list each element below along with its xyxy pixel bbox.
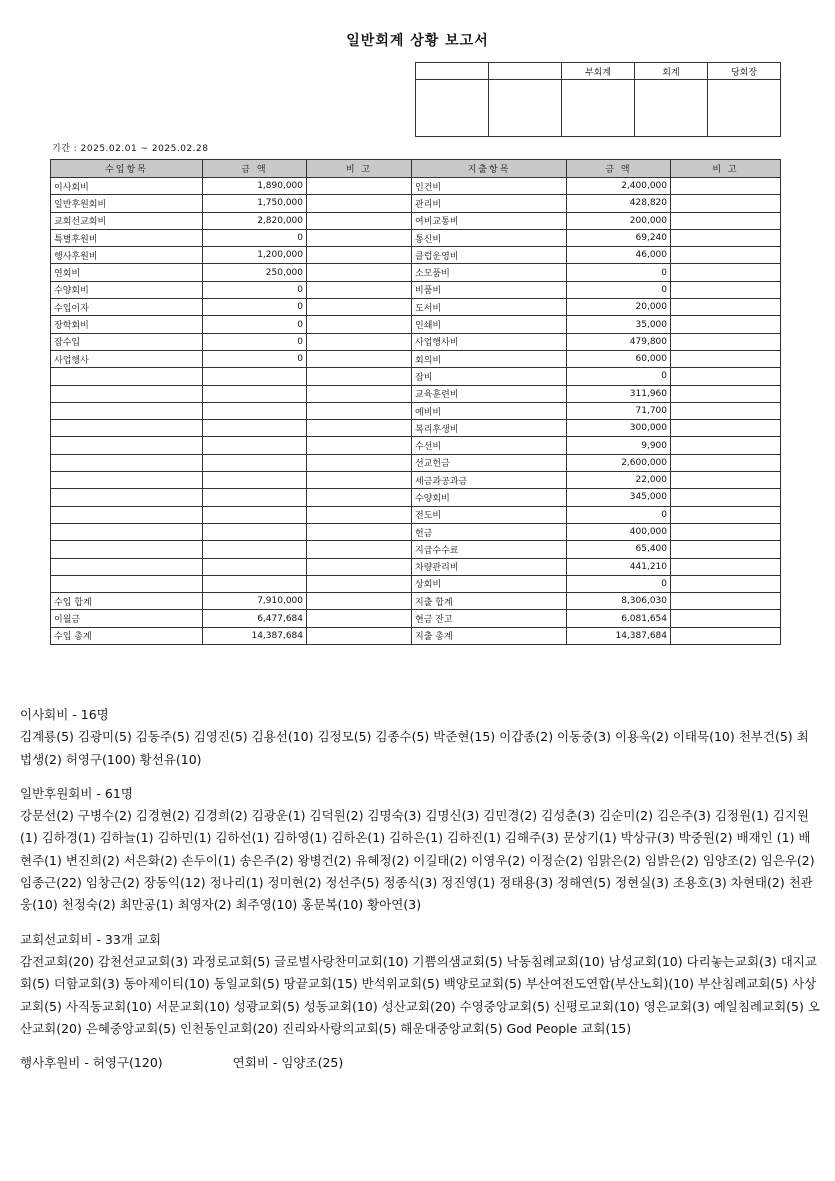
header-expense-item: 지출항목 [412, 160, 567, 178]
income-note [307, 333, 412, 350]
income-amount: 0 [203, 299, 307, 316]
total-expense-note [671, 610, 781, 627]
expense-note [671, 316, 781, 333]
board-dues-heading: 이사회비 - 16명 [20, 707, 109, 722]
ledger-row [51, 489, 781, 506]
expense-item: 수선비 [412, 437, 567, 454]
expense-note [671, 333, 781, 350]
header-income-amount: 금 액 [203, 160, 307, 178]
income-item [51, 385, 203, 402]
expense-note [671, 489, 781, 506]
income-note [307, 541, 412, 558]
ledger-row [51, 281, 781, 298]
event-annual-section [20, 1052, 820, 1074]
expense-item: 관리비 [412, 195, 567, 212]
general-support-list: 강문선(2) 구병수(2) 김경현(2) 김경희(2) 김광운(1) 김덕원(2) 김명숙(3) 김명신(3) 김민경(2) 김성춘(3) 김순미(2) 김은주(3) 김정원(1) 김지원(1) 김하경(1) 김하늘(1) 김하민(1) 김하선(1) 김하영(1) 김하온(1) 김하은(1) 김하진(1) 김해주(3) 문상기(1) 박상규(3) 박중원(2) 배재인 (1) 배현주(1) 변진희(2) 서은화(2) 손두이(1) 송은주(2) 왕병건(2) 유혜정(2) 이길태(2) 이영우(2) 이정순(2) 임맑은(2) 임밝은(2) 임양조(2) 임은우(2) 임종근(22) 임창근(2) 장동익(12) 정나리(1) 정미현(2) 정선주(5) 정종식(3) 정진영(1) 정태용(3) 정해연(5) 정현실(3) 조용호(3) 차현태(2) 천관웅(10) 천정숙(2) 최만공(1) 최영자(2) 최주영(10) 홍문복(10) 황아연(3) [20, 808, 815, 913]
event-support-note: 행사후원비 - 허영구(120) [20, 1055, 163, 1071]
income-item [51, 541, 203, 558]
expense-item: 상회비 [412, 575, 567, 592]
income-note [307, 385, 412, 402]
income-item: 장학회비 [51, 316, 203, 333]
expense-note [671, 385, 781, 402]
expense-item: 세금과공과금 [412, 472, 567, 489]
ledger-row [51, 472, 781, 489]
expense-amount: 9,900 [567, 437, 671, 454]
ledger-table [50, 159, 781, 645]
expense-item: 교육훈련비 [412, 385, 567, 402]
ledger-row [51, 299, 781, 316]
income-amount: 0 [203, 316, 307, 333]
total-income-amount: 7,910,000 [203, 593, 307, 610]
income-item: 이사회비 [51, 178, 203, 195]
ledger-row [51, 247, 781, 264]
income-item: 특별후원비 [51, 229, 203, 246]
expense-note [671, 541, 781, 558]
income-item [51, 523, 203, 540]
income-note [307, 523, 412, 540]
expense-note [671, 368, 781, 385]
expense-item: 예비비 [412, 402, 567, 419]
total-expense-amount: 14,387,684 [567, 627, 671, 644]
income-note [307, 402, 412, 419]
expense-amount: 400,000 [567, 523, 671, 540]
income-amount [203, 523, 307, 540]
expense-amount: 71,700 [567, 402, 671, 419]
expense-amount: 0 [567, 368, 671, 385]
income-note [307, 299, 412, 316]
ledger-row [51, 229, 781, 246]
income-amount: 0 [203, 333, 307, 350]
expense-item: 헌금 [412, 523, 567, 540]
church-mission-section [20, 929, 820, 1040]
total-row [51, 627, 781, 644]
expense-item: 회의비 [412, 350, 567, 367]
expense-amount: 441,210 [567, 558, 671, 575]
expense-note [671, 558, 781, 575]
income-item [51, 368, 203, 385]
total-income-amount: 6,477,684 [203, 610, 307, 627]
general-support-heading: 일반후원회비 - 61명 [20, 785, 133, 801]
income-item: 사업행사 [51, 350, 203, 367]
board-dues-section [20, 704, 820, 771]
expense-amount: 20,000 [567, 299, 671, 316]
expense-amount: 0 [567, 264, 671, 281]
income-note [307, 368, 412, 385]
income-amount [203, 472, 307, 489]
income-amount [203, 506, 307, 523]
income-note [307, 281, 412, 298]
approval-label: 당회장 [708, 63, 781, 80]
total-income-note [307, 593, 412, 610]
income-amount [203, 420, 307, 437]
income-amount: 1,200,000 [203, 247, 307, 264]
ledger-row [51, 506, 781, 523]
income-item: 수입이자 [51, 299, 203, 316]
signature-box [708, 80, 781, 137]
income-note [307, 178, 412, 195]
approval-label: 부회계 [562, 63, 635, 80]
expense-note [671, 350, 781, 367]
income-amount [203, 489, 307, 506]
income-item [51, 420, 203, 437]
approval-box [415, 62, 781, 137]
ledger-row [51, 541, 781, 558]
signature-box [416, 80, 489, 137]
expense-amount: 35,000 [567, 316, 671, 333]
income-amount: 0 [203, 350, 307, 367]
expense-item: 수양회비 [412, 489, 567, 506]
income-amount: 2,820,000 [203, 212, 307, 229]
income-note [307, 489, 412, 506]
ledger-row [51, 195, 781, 212]
expense-item: 차량관리비 [412, 558, 567, 575]
expense-amount: 345,000 [567, 489, 671, 506]
expense-amount: 479,800 [567, 333, 671, 350]
expense-amount: 311,960 [567, 385, 671, 402]
income-item [51, 454, 203, 471]
income-note [307, 212, 412, 229]
expense-amount: 200,000 [567, 212, 671, 229]
expense-item: 클럽운영비 [412, 247, 567, 264]
total-expense-label: 지출 합계 [412, 593, 567, 610]
ledger-row [51, 523, 781, 540]
expense-item: 비품비 [412, 281, 567, 298]
income-item [51, 558, 203, 575]
total-income-label: 수입 총계 [51, 627, 203, 644]
expense-note [671, 212, 781, 229]
header-expense-amount: 금 액 [567, 160, 671, 178]
expense-item: 잡비 [412, 368, 567, 385]
total-income-amount: 14,387,684 [203, 627, 307, 644]
expense-amount: 22,000 [567, 472, 671, 489]
income-item [51, 472, 203, 489]
annual-dues-note: 연회비 - 임양조(25) [232, 1055, 344, 1071]
expense-amount: 0 [567, 281, 671, 298]
income-amount: 1,890,000 [203, 178, 307, 195]
church-mission-heading: 교회선교회비 - 33개 교회 [20, 931, 162, 947]
total-income-label: 수입 합계 [51, 593, 203, 610]
income-note [307, 195, 412, 212]
expense-note [671, 437, 781, 454]
expense-note [671, 229, 781, 246]
income-amount [203, 541, 307, 558]
income-item: 연회비 [51, 264, 203, 281]
expense-note [671, 402, 781, 419]
expense-amount: 0 [567, 575, 671, 592]
total-income-note [307, 610, 412, 627]
ledger-row [51, 575, 781, 592]
expense-amount: 2,400,000 [567, 178, 671, 195]
income-note [307, 420, 412, 437]
approval-label: 회계 [635, 63, 708, 80]
expense-item: 인건비 [412, 178, 567, 195]
ledger-row [51, 316, 781, 333]
total-row [51, 610, 781, 627]
ledger-row [51, 333, 781, 350]
general-support-section [20, 783, 820, 917]
expense-note [671, 523, 781, 540]
expense-item: 선교헌금 [412, 454, 567, 471]
income-amount [203, 368, 307, 385]
total-expense-amount: 6,081,654 [567, 610, 671, 627]
signature-box [562, 80, 635, 137]
expense-note [671, 178, 781, 195]
total-income-label: 이월금 [51, 610, 203, 627]
ledger-row [51, 212, 781, 229]
expense-amount: 60,000 [567, 350, 671, 367]
income-amount: 0 [203, 281, 307, 298]
income-amount [203, 402, 307, 419]
expense-amount: 46,000 [567, 247, 671, 264]
income-amount [203, 437, 307, 454]
ledger-row [51, 350, 781, 367]
approval-label [489, 63, 562, 80]
header-income-note: 비 고 [307, 160, 412, 178]
ledger-row [51, 385, 781, 402]
signature-box [635, 80, 708, 137]
ledger-row [51, 558, 781, 575]
total-expense-label: 지출 총계 [412, 627, 567, 644]
expense-item: 지급수수료 [412, 541, 567, 558]
expense-amount: 300,000 [567, 420, 671, 437]
ledger-row [51, 264, 781, 281]
expense-item: 복리후생비 [412, 420, 567, 437]
income-item [51, 489, 203, 506]
ledger-row [51, 437, 781, 454]
income-note [307, 229, 412, 246]
income-amount [203, 558, 307, 575]
expense-note [671, 420, 781, 437]
expense-note [671, 264, 781, 281]
signature-box [489, 80, 562, 137]
expense-note [671, 247, 781, 264]
header-expense-note: 비 고 [671, 160, 781, 178]
notes-section [20, 704, 820, 1086]
income-item: 교회선교회비 [51, 212, 203, 229]
expense-note [671, 195, 781, 212]
income-item: 수양회비 [51, 281, 203, 298]
ledger-row [51, 420, 781, 437]
income-item [51, 506, 203, 523]
expense-amount: 428,820 [567, 195, 671, 212]
expense-amount: 65,400 [567, 541, 671, 558]
header-income-item: 수입항목 [51, 160, 203, 178]
total-row [51, 593, 781, 610]
income-amount [203, 575, 307, 592]
board-dues-list: 김계룡(5) 김광미(5) 김동주(5) 김영진(5) 김용선(10) 김정모(5) 김종수(5) 박준현(15) 이갑종(2) 이동중(3) 이용욱(2) 이태묵(10) 천부건(5) 최법생(2) 허영구(100) 황선유(10) [20, 729, 809, 767]
expense-note [671, 506, 781, 523]
ledger-row [51, 454, 781, 471]
total-income-note [307, 627, 412, 644]
expense-amount: 2,600,000 [567, 454, 671, 471]
expense-item: 인쇄비 [412, 316, 567, 333]
approval-label [416, 63, 489, 80]
report-title: 일반회계 상황 보고서 [346, 33, 489, 49]
income-note [307, 437, 412, 454]
income-note [307, 472, 412, 489]
income-note [307, 316, 412, 333]
ledger-row [51, 178, 781, 195]
church-mission-list: 감전교회(20) 감천선교교회(3) 과정로교회(5) 글로벌사랑찬미교회(10) 기쁨의샘교회(5) 낙동침례교회(10) 남성교회(10) 다리놓는교회(3) 대지교회(5) 더함교회(3) 동아제이티(10) 동일교회(5) 땅끝교회(15) 반석위교회(5) 백양로교회(5) 부산여전도연합(부산노회)(10) 부산침례교회(5) 사상교회(5) 사직동교회(10) 서문교회(10) 성광교회(5) 성동교회(10) 성산교회(20) 수영중앙교회(5) 신평로교회(10) 영은교회(3) 예일침례교회(5) 오산교회(20) 은혜중앙교회(5) 인천동인교회(20) 진리와사랑의교회(5) 해운대중앙교회(5) God People 교회(15) [20, 953, 820, 1036]
income-item: 잡수입 [51, 333, 203, 350]
expense-item: 여비교통비 [412, 212, 567, 229]
expense-note [671, 299, 781, 316]
total-expense-label: 현금 잔고 [412, 610, 567, 627]
ledger-header [51, 160, 781, 178]
expense-note [671, 472, 781, 489]
expense-amount: 0 [567, 506, 671, 523]
ledger-row [51, 402, 781, 419]
expense-item: 전도비 [412, 506, 567, 523]
report-period: 기간 : 2025.02.01 ~ 2025.02.28 [52, 144, 209, 154]
income-note [307, 506, 412, 523]
income-amount [203, 385, 307, 402]
income-amount [203, 454, 307, 471]
expense-item: 소모품비 [412, 264, 567, 281]
expense-amount: 69,240 [567, 229, 671, 246]
expense-item: 도서비 [412, 299, 567, 316]
income-note [307, 350, 412, 367]
expense-note [671, 281, 781, 298]
income-item: 일반후원회비 [51, 195, 203, 212]
income-item: 행사후원비 [51, 247, 203, 264]
income-item [51, 402, 203, 419]
income-note [307, 247, 412, 264]
total-expense-note [671, 627, 781, 644]
income-amount: 1,750,000 [203, 195, 307, 212]
income-note [307, 558, 412, 575]
income-amount: 0 [203, 229, 307, 246]
total-expense-amount: 8,306,030 [567, 593, 671, 610]
expense-note [671, 454, 781, 471]
income-note [307, 454, 412, 471]
total-expense-note [671, 593, 781, 610]
income-note [307, 264, 412, 281]
ledger-row [51, 368, 781, 385]
income-amount: 250,000 [203, 264, 307, 281]
income-item [51, 437, 203, 454]
expense-item: 통신비 [412, 229, 567, 246]
expense-item: 사업행사비 [412, 333, 567, 350]
income-item [51, 575, 203, 592]
income-note [307, 575, 412, 592]
expense-note [671, 575, 781, 592]
